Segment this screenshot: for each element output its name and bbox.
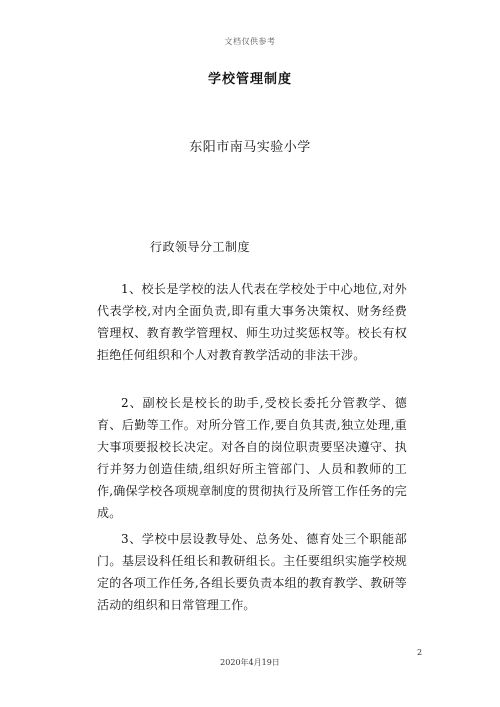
paragraph-vice-principal: 2、副校长是校长的助手,受校长委托分管教学、德育、后勤等工作。对所分管工作,要自负其责,独立处理,重大事项要报校长决定。对各自的岗位职责要坚决遵守、执行并努力创造佳绩,组织好所主管部门、人员和教师的工作,确保学校各项规章制度的贯彻执行及所管工作任务的完成。 [97,396,407,520]
header-note: 文档仅供参考 [224,37,276,46]
page-number: 2 [417,648,423,657]
document-title: 学校管理制度 [207,72,292,87]
section-heading: 行政领导分工制度 [150,240,251,254]
paragraph-principal: 1、校长是学校的法人代表在学校处于中心地位,对外代表学校,对内全面负责,即有重大事务决策权、财务经费管理权、教育教学管理权、师生功过奖惩权等。校长有权拒绝任何组织和个人对教育教学活动的非法干涉。 [97,282,407,362]
school-name: 东阳市南马实验小学 [189,140,311,155]
footer-date: 2020年4月19日 [220,658,280,667]
paragraph-middle-management: 3、学校中层设教导处、总务处、德育处三个职能部门。基层设科任组长和教研组长。主任要组织实施学校规定的各项工作任务,各组长要负责本组的教育教学、教研等活动的组织和日常管理工作。 [97,532,407,612]
